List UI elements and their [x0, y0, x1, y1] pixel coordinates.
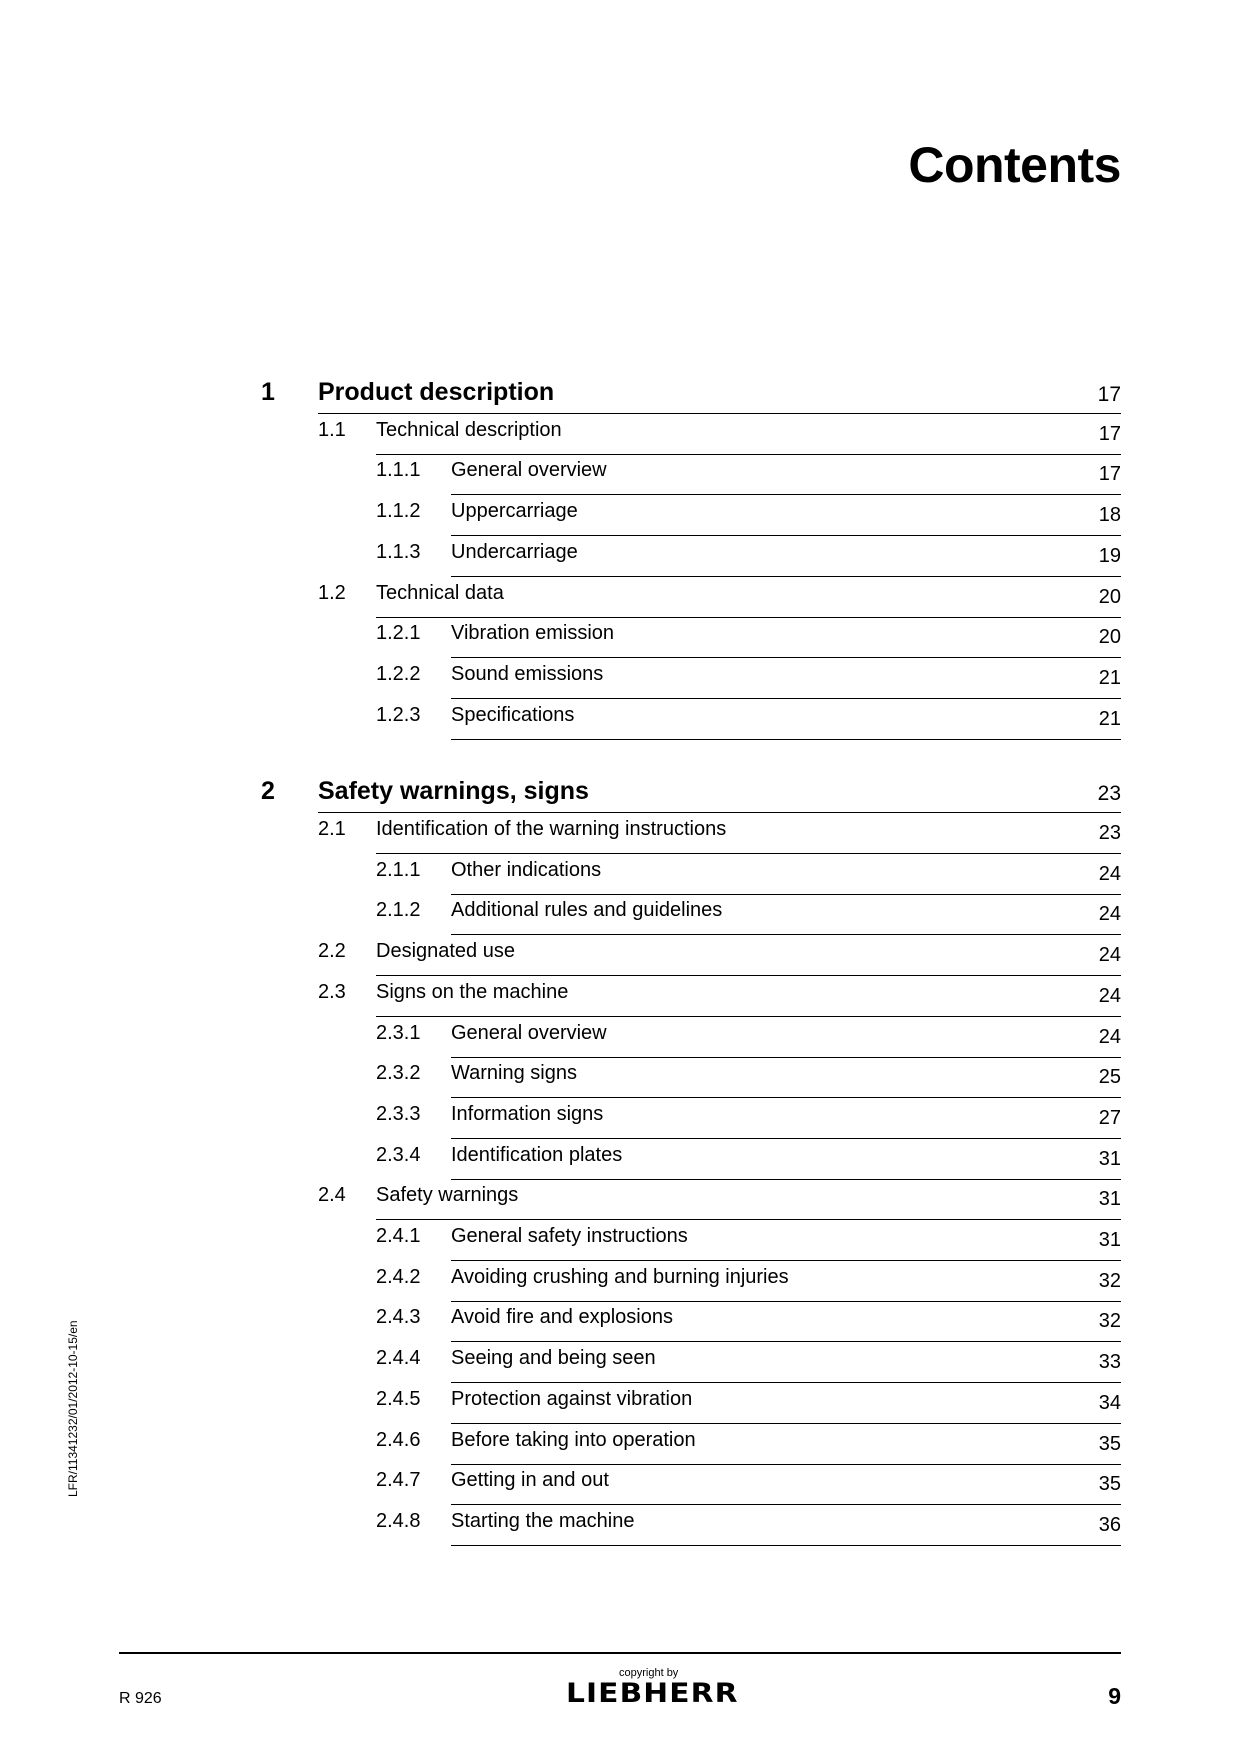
toc-entry-page: 32 [1098, 1270, 1121, 1292]
toc-entry-rule [451, 1545, 1121, 1546]
toc-entry[interactable] [376, 1062, 1121, 1098]
toc-entry-number: 2.1.2 [376, 899, 421, 921]
toc-entry-number: 1.2 [318, 582, 346, 604]
toc-entry-title: Safety warnings [376, 1184, 519, 1206]
toc-entry-page: 24 [1098, 1026, 1121, 1048]
toc-entry[interactable] [376, 899, 1121, 935]
toc-entry-number: 1.1.3 [376, 541, 421, 563]
toc-entry-rule [451, 894, 1121, 895]
toc-entry[interactable] [261, 777, 1121, 813]
toc-entry-rule [376, 853, 1121, 854]
toc-entry-title: Signs on the machine [376, 981, 569, 1003]
toc-entry-number: 2.3.1 [376, 1022, 421, 1044]
toc-entry[interactable] [376, 704, 1121, 740]
toc-entry-page: 23 [1097, 782, 1121, 805]
toc-entry-number: 2.4.8 [376, 1510, 421, 1532]
toc-entry-number: 2.4.4 [376, 1347, 421, 1369]
toc-entry-number: 2.3.2 [376, 1062, 421, 1084]
toc-entry-title: General safety instructions [451, 1225, 688, 1247]
toc-entry-number: 2.1 [318, 818, 346, 840]
toc-entry-page: 23 [1098, 822, 1121, 844]
toc-entry-page: 24 [1098, 944, 1121, 966]
toc-entry-page: 21 [1098, 708, 1121, 730]
toc-entry-title: Protection against vibration [451, 1388, 693, 1410]
toc-entry-rule [451, 657, 1121, 658]
toc-entry-rule [376, 975, 1121, 976]
toc-entry-rule [451, 1382, 1121, 1383]
toc-entry-page: 27 [1098, 1107, 1121, 1129]
toc-entry-number: 1 [261, 378, 275, 406]
toc-entry-title: Additional rules and guidelines [451, 899, 723, 921]
toc-entry-number: 2.4 [318, 1184, 346, 1206]
toc-entry-page: 35 [1098, 1473, 1121, 1495]
toc-entry-number: 2.4.3 [376, 1306, 421, 1328]
toc-entry[interactable] [376, 1266, 1121, 1302]
toc-entry[interactable] [376, 663, 1121, 699]
toc-entry-title: Technical data [376, 582, 504, 604]
toc-entry[interactable] [318, 940, 1121, 976]
toc-entry-rule [451, 535, 1121, 536]
toc-entry-page: 17 [1097, 383, 1121, 406]
toc-entry-title: Information signs [451, 1103, 604, 1125]
toc-entry-rule [451, 739, 1121, 740]
toc-entry[interactable] [376, 500, 1121, 536]
toc-entry-rule [451, 934, 1121, 935]
toc-entry-page: 24 [1098, 863, 1121, 885]
toc-entry-page: 32 [1098, 1310, 1121, 1332]
toc-entry-page: 33 [1098, 1351, 1121, 1373]
toc-entry-number: 1.1.2 [376, 500, 421, 522]
toc-entry-title: Identification plates [451, 1144, 623, 1166]
document-code: LFR/11341232/01/2012-10-15/en [66, 1320, 80, 1497]
toc-entry-number: 2.3 [318, 981, 346, 1003]
toc-entry-rule [451, 1504, 1121, 1505]
toc-entry-rule [318, 413, 1121, 414]
toc-entry[interactable] [318, 981, 1121, 1017]
toc-entry-rule [376, 454, 1121, 455]
toc-entry-page: 17 [1098, 463, 1121, 485]
toc-entry-number: 2 [261, 777, 275, 805]
toc-entry-page: 31 [1098, 1148, 1121, 1170]
toc-entry[interactable] [376, 459, 1121, 495]
toc-entry-page: 20 [1098, 626, 1121, 648]
toc-entry-rule [318, 812, 1121, 813]
toc-entry-title: General overview [451, 459, 607, 481]
toc-entry-title: Avoid fire and explosions [451, 1306, 673, 1328]
toc-entry[interactable] [376, 1306, 1121, 1342]
toc-entry-page: 24 [1098, 903, 1121, 925]
toc-entry-title: Avoiding crushing and burning injuries [451, 1266, 789, 1288]
toc-entry-page: 18 [1098, 504, 1121, 526]
footer-divider [119, 1652, 1121, 1654]
toc-entry-rule [451, 1179, 1121, 1180]
toc-entry-page: 25 [1098, 1066, 1121, 1088]
toc-entry-number: 2.4.6 [376, 1429, 421, 1451]
toc-entry-rule [451, 1423, 1121, 1424]
toc-entry[interactable] [376, 1144, 1121, 1180]
toc-entry-rule [376, 617, 1121, 618]
toc-entry-title: Technical description [376, 419, 562, 441]
toc-entry-number: 1.2.1 [376, 622, 421, 644]
toc-entry-number: 2.4.1 [376, 1225, 421, 1247]
toc-entry-page: 31 [1098, 1229, 1121, 1251]
toc-entry[interactable] [376, 1469, 1121, 1505]
toc-entry[interactable] [318, 419, 1121, 455]
toc-entry-number: 1.2.2 [376, 663, 421, 685]
toc-entry[interactable] [376, 1225, 1121, 1261]
toc-entry[interactable] [318, 1184, 1121, 1220]
toc-entry-page: 20 [1098, 586, 1121, 608]
toc-entry-title: Sound emissions [451, 663, 604, 685]
toc-entry[interactable] [318, 582, 1121, 618]
toc-entry[interactable] [318, 818, 1121, 854]
toc-entry-title: Product description [318, 378, 555, 406]
toc-entry-number: 1.1.1 [376, 459, 421, 481]
toc-entry-title: Uppercarriage [451, 500, 578, 522]
toc-entry-title: Safety warnings, signs [318, 777, 589, 805]
toc-entry-number: 2.3.4 [376, 1144, 421, 1166]
toc-entry-title: General overview [451, 1022, 607, 1044]
toc-entry-page: 21 [1098, 667, 1121, 689]
toc-entry-rule [451, 1341, 1121, 1342]
toc-entry-number: 2.4.7 [376, 1469, 421, 1491]
toc-entry[interactable] [376, 541, 1121, 577]
toc-entry-number: 1.2.3 [376, 704, 421, 726]
toc-entry[interactable] [376, 1347, 1121, 1383]
toc-entry-title: Starting the machine [451, 1510, 635, 1532]
toc-entry-rule [451, 1464, 1121, 1465]
footer-model: R 926 [119, 1690, 162, 1707]
toc-entry-rule [451, 1260, 1121, 1261]
toc-entry-rule [451, 1097, 1121, 1098]
toc-entry-page: 19 [1098, 545, 1121, 567]
toc-entry[interactable] [376, 622, 1121, 658]
copyright-label: copyright by [619, 1667, 679, 1679]
toc-entry-rule [451, 698, 1121, 699]
toc-entry-page: 17 [1098, 423, 1121, 445]
toc-entry-title: Other indications [451, 859, 602, 881]
toc-entry-title: Before taking into operation [451, 1429, 696, 1451]
toc-entry-rule [451, 1138, 1121, 1139]
toc-entry-page: 31 [1098, 1188, 1121, 1210]
toc-entry-title: Designated use [376, 940, 515, 962]
toc-entry[interactable] [376, 1388, 1121, 1424]
toc-entry-page: 35 [1098, 1433, 1121, 1455]
toc-entry-title: Identification of the warning instructions [376, 818, 727, 840]
toc-entry-title: Specifications [451, 704, 575, 726]
toc-entry-rule [376, 1016, 1121, 1017]
toc-entry-rule [451, 576, 1121, 577]
page-title: Contents [908, 137, 1121, 193]
toc-entry[interactable] [376, 859, 1121, 895]
toc-entry-number: 2.3.3 [376, 1103, 421, 1125]
toc-entry[interactable] [376, 1022, 1121, 1058]
toc-entry-title: Vibration emission [451, 622, 615, 644]
toc-entry[interactable] [376, 1103, 1121, 1139]
toc-entry-rule [451, 1057, 1121, 1058]
toc-entry-page: 34 [1098, 1392, 1121, 1414]
toc-entry[interactable] [376, 1429, 1121, 1465]
toc-entry-title: Undercarriage [451, 541, 578, 563]
toc-entry-number: 2.2 [318, 940, 346, 962]
toc-entry-number: 2.4.5 [376, 1388, 421, 1410]
toc-entry-title: Warning signs [451, 1062, 577, 1084]
toc-entry-number: 1.1 [318, 419, 346, 441]
toc-entry-rule [451, 1301, 1121, 1302]
toc-entry-rule [451, 494, 1121, 495]
liebherr-logo: LIEBHERR [566, 1678, 739, 1709]
toc-entry[interactable] [261, 378, 1121, 414]
toc-entry-number: 2.1.1 [376, 859, 421, 881]
toc-entry-title: Seeing and being seen [451, 1347, 656, 1369]
toc-entry-rule [376, 1219, 1121, 1220]
toc-entry-page: 24 [1098, 985, 1121, 1007]
toc-entry-number: 2.4.2 [376, 1266, 421, 1288]
toc-entry-page: 36 [1098, 1514, 1121, 1536]
page-number: 9 [1108, 1683, 1121, 1709]
toc-entry[interactable] [376, 1510, 1121, 1546]
toc-entry-title: Getting in and out [451, 1469, 609, 1491]
